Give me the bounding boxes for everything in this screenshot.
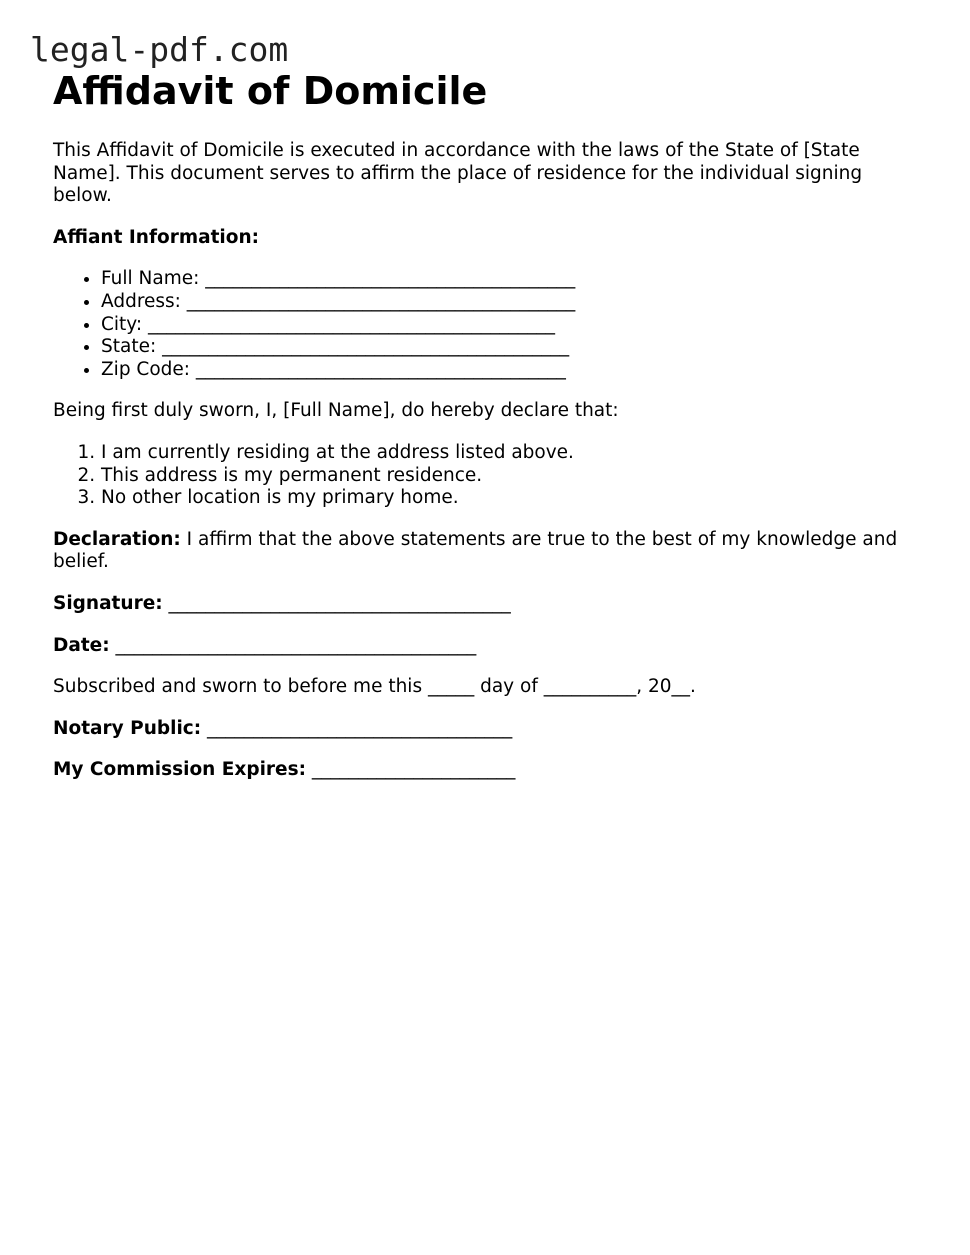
intro-paragraph: This Affidavit of Domicile is executed in accordance with the laws of the State of [State Name]. This document serves to affirm the place of residence for the individual signing below. xyxy=(53,140,863,207)
sworn-statement: Being first duly sworn, I, [Full Name], do hereby declare that: xyxy=(53,400,619,422)
declaration-item-1: 1. I am currently residing at the address listed above. xyxy=(101,442,903,465)
watermark-logo: legal-pdf.com xyxy=(30,30,289,69)
notary-blank: _________________________________ xyxy=(201,717,513,739)
subscribed-statement: Subscribed and sworn to before me this _____ day of __________, 20__. xyxy=(53,676,696,698)
field-address: • Address: __________________________________________ xyxy=(101,291,903,314)
signature-label: Signature: xyxy=(53,592,163,614)
field-zip-code: • Zip Code: ________________________________________ xyxy=(101,359,903,382)
field-state: • State: ____________________________________________ xyxy=(101,336,903,359)
commission-line xyxy=(53,759,903,782)
commission-blank: ______________________ xyxy=(306,759,516,781)
declaration-item-2: 2. This address is my permanent residence. xyxy=(101,465,903,488)
declarations-list xyxy=(53,442,903,510)
affiant-fields-list xyxy=(53,268,903,381)
date-blank: _______________________________________ xyxy=(109,634,477,656)
date-line xyxy=(53,635,903,658)
date-label: Date: xyxy=(53,634,110,656)
declaration-label: Declaration: xyxy=(53,528,181,550)
signature-line xyxy=(53,593,903,616)
document-title: Affidavit of Domicile xyxy=(53,69,488,113)
document-body xyxy=(53,68,903,782)
notary-line xyxy=(53,718,903,741)
declaration-paragraph xyxy=(53,529,903,574)
declaration-item-3: 3. No other location is my primary home. xyxy=(101,487,903,510)
signature-blank: _____________________________________ xyxy=(162,592,511,614)
field-full-name: • Full Name: ________________________________________ xyxy=(101,268,903,291)
notary-label: Notary Public: xyxy=(53,717,202,739)
field-city: • City: ____________________________________________ xyxy=(101,314,903,337)
affiant-heading: Affiant Information: xyxy=(53,226,260,248)
commission-label: My Commission Expires: xyxy=(53,759,307,781)
declaration-text: I affirm that the above statements are true to the best of my knowledge and belief. xyxy=(53,528,898,573)
